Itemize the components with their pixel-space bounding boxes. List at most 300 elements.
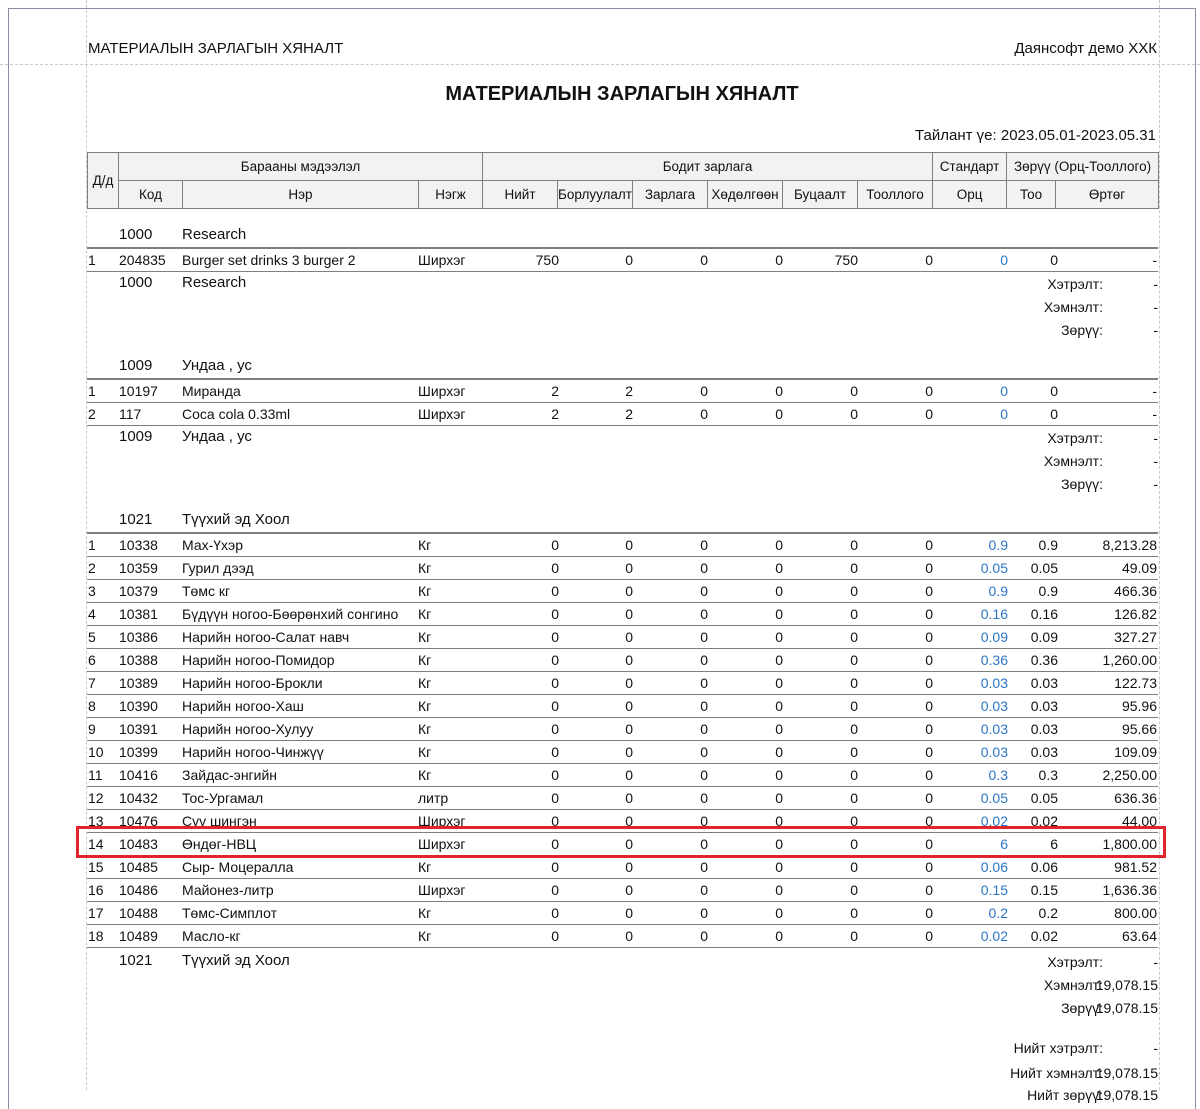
diff-qty-value: 0.02 xyxy=(1030,928,1058,944)
count-value: 0 xyxy=(925,790,933,806)
recipe-value: 0.9 xyxy=(988,583,1008,599)
count-value: 0 xyxy=(925,882,933,898)
total-shortage-value: - xyxy=(1153,1040,1158,1056)
item-name: Сүү шингэн xyxy=(182,813,257,829)
count-value: 0 xyxy=(925,905,933,921)
expense-value: 0 xyxy=(700,767,708,783)
item-code: 10476 xyxy=(119,813,158,829)
count-value: 0 xyxy=(925,383,933,399)
total-value: 0 xyxy=(551,560,559,576)
total-value: 750 xyxy=(535,252,559,268)
col-header-name: Нэр xyxy=(183,181,419,209)
group-diff-value: - xyxy=(1153,476,1158,492)
table-row xyxy=(87,740,1158,764)
col-group-actual: Бодит зарлага xyxy=(483,153,933,181)
expense-value: 0 xyxy=(700,698,708,714)
row-number: 12 xyxy=(88,790,104,806)
table-row xyxy=(87,901,1158,925)
item-unit: Кг xyxy=(418,928,432,944)
table-row xyxy=(87,556,1158,580)
total-value: 0 xyxy=(551,905,559,921)
total-value: 0 xyxy=(551,767,559,783)
movement-value: 0 xyxy=(775,928,783,944)
returns-value: 0 xyxy=(850,928,858,944)
item-name: Сыр- Моцералла xyxy=(182,859,294,875)
item-name: Зайдас-энгийн xyxy=(182,767,278,783)
diff-cost-value: - xyxy=(1152,406,1157,422)
diff-qty-value: 0.03 xyxy=(1030,698,1058,714)
movement-value: 0 xyxy=(775,629,783,645)
expense-value: 0 xyxy=(700,905,708,921)
sales-value: 0 xyxy=(625,790,633,806)
recipe-value: 6 xyxy=(1000,836,1008,852)
sales-value: 0 xyxy=(625,583,633,599)
group-footer-code: 1021 xyxy=(119,952,153,969)
diff-qty-value: 0 xyxy=(1050,406,1058,422)
item-unit: Кг xyxy=(418,675,432,691)
group-diff-value: 19,078.15 xyxy=(1095,1000,1158,1016)
recipe-value: 0.05 xyxy=(980,790,1008,806)
item-code: 10432 xyxy=(119,790,158,806)
item-name: Нарийн ногоо-Салат навч xyxy=(182,629,350,645)
item-name: Миранда xyxy=(182,383,241,399)
row-number: 2 xyxy=(88,406,96,422)
table-row xyxy=(87,248,1158,272)
returns-value: 0 xyxy=(850,721,858,737)
item-code: 10338 xyxy=(119,537,158,553)
diff-qty-value: 0.15 xyxy=(1030,882,1058,898)
movement-value: 0 xyxy=(775,859,783,875)
diff-qty-value: 0.09 xyxy=(1030,629,1058,645)
returns-value: 750 xyxy=(834,252,858,268)
group-shortage-label: Хэтрэлт: xyxy=(1047,954,1103,970)
item-name: Burger set drinks 3 burger 2 xyxy=(182,252,356,268)
movement-value: 0 xyxy=(775,406,783,422)
row-number: 8 xyxy=(88,698,96,714)
item-code: 10379 xyxy=(119,583,158,599)
total-value: 0 xyxy=(551,790,559,806)
group-footer-name: Ундаа , ус xyxy=(182,428,252,445)
diff-cost-value: 466.36 xyxy=(1114,583,1157,599)
item-unit: литр xyxy=(418,790,449,806)
item-unit: Кг xyxy=(418,721,432,737)
diff-cost-value: 8,213.28 xyxy=(1102,537,1157,553)
item-unit: Кг xyxy=(418,905,432,921)
recipe-value: 0.03 xyxy=(980,698,1008,714)
sales-value: 0 xyxy=(625,744,633,760)
count-value: 0 xyxy=(925,744,933,760)
table-row xyxy=(87,402,1158,426)
count-value: 0 xyxy=(925,675,933,691)
movement-value: 0 xyxy=(775,537,783,553)
col-header-unit: Нэгж xyxy=(419,181,483,209)
table-row xyxy=(87,533,1158,557)
col-group-standard: Стандарт xyxy=(933,153,1007,181)
diff-cost-value: 1,260.00 xyxy=(1102,652,1157,668)
row-number: 17 xyxy=(88,905,104,921)
diff-qty-value: 0.9 xyxy=(1038,583,1058,599)
recipe-value: 0.3 xyxy=(988,767,1008,783)
group-code: 1021 xyxy=(119,511,153,528)
row-number: 16 xyxy=(88,882,104,898)
item-code: 10389 xyxy=(119,675,158,691)
item-code: 204835 xyxy=(119,252,166,268)
group-diff-value: - xyxy=(1153,322,1158,338)
movement-value: 0 xyxy=(775,252,783,268)
table-row xyxy=(87,648,1158,672)
col-group-diff: Зөрүү (Орц-Тооллого) xyxy=(1007,153,1159,181)
group-footer-row xyxy=(87,272,1158,295)
item-name: Масло-кг xyxy=(182,928,241,944)
item-name: Нарийн ногоо-Чинжүү xyxy=(182,744,324,760)
group-saving-label: Хэмнэлт: xyxy=(1043,977,1103,993)
count-value: 0 xyxy=(925,583,933,599)
diff-qty-value: 6 xyxy=(1050,836,1058,852)
total-value: 0 xyxy=(551,629,559,645)
recipe-value: 0.05 xyxy=(980,560,1008,576)
sales-value: 0 xyxy=(625,882,633,898)
total-saving-value: 19,078.15 xyxy=(1095,1065,1158,1081)
movement-value: 0 xyxy=(775,767,783,783)
group-footer-row xyxy=(87,426,1158,449)
row-number: 3 xyxy=(88,583,96,599)
group-header-row xyxy=(87,224,1158,249)
row-number: 13 xyxy=(88,813,104,829)
returns-value: 0 xyxy=(850,675,858,691)
item-unit: Ширхэг xyxy=(418,813,466,829)
diff-cost-value: 109.09 xyxy=(1114,744,1157,760)
total-saving-label: Нийт хэмнэлт: xyxy=(1010,1065,1103,1081)
table-row xyxy=(87,602,1158,626)
item-code: 10488 xyxy=(119,905,158,921)
returns-value: 0 xyxy=(850,606,858,622)
returns-value: 0 xyxy=(850,406,858,422)
recipe-value: 0.09 xyxy=(980,629,1008,645)
returns-value: 0 xyxy=(850,813,858,829)
count-value: 0 xyxy=(925,836,933,852)
table-row xyxy=(87,763,1158,787)
col-header-dd: Д/д xyxy=(88,153,119,209)
recipe-value: 0.9 xyxy=(988,537,1008,553)
sales-value: 0 xyxy=(625,698,633,714)
table-row xyxy=(87,878,1158,902)
item-unit: Кг xyxy=(418,698,432,714)
diff-cost-value: 49.09 xyxy=(1121,560,1157,576)
diff-cost-value: 95.96 xyxy=(1121,698,1157,714)
count-value: 0 xyxy=(925,721,933,737)
item-unit: Кг xyxy=(418,744,432,760)
recipe-value: 0.03 xyxy=(980,721,1008,737)
diff-cost-value: 95.66 xyxy=(1121,721,1157,737)
item-name: Мах-Үхэр xyxy=(182,537,243,553)
sales-value: 0 xyxy=(625,859,633,875)
group-shortage-value: - xyxy=(1153,954,1158,970)
item-name: Бүдүүн ногоо-Бөөрөнхий сонгино xyxy=(182,606,399,622)
group-footer-name: Research xyxy=(182,274,247,291)
movement-value: 0 xyxy=(775,744,783,760)
item-unit: Кг xyxy=(418,606,432,622)
table-row xyxy=(87,786,1158,810)
row-number: 7 xyxy=(88,675,96,691)
recipe-value: 0 xyxy=(1000,252,1008,268)
sales-value: 0 xyxy=(625,928,633,944)
expense-value: 0 xyxy=(700,928,708,944)
total-value: 0 xyxy=(551,744,559,760)
row-number: 11 xyxy=(88,767,103,783)
group-diff-label: Зөрүү: xyxy=(1061,476,1103,492)
group-code: 1009 xyxy=(119,357,153,374)
sales-value: 0 xyxy=(625,905,633,921)
total-value: 0 xyxy=(551,652,559,668)
item-unit: Ширхэг xyxy=(418,252,466,268)
row-number: 14 xyxy=(88,836,104,852)
item-name: Төмс-Симплот xyxy=(182,905,277,921)
count-value: 0 xyxy=(925,652,933,668)
returns-value: 0 xyxy=(850,583,858,599)
row-number: 5 xyxy=(88,629,96,645)
diff-cost-value: 44.00 xyxy=(1121,813,1157,829)
expense-value: 0 xyxy=(700,406,708,422)
group-saving-label: Хэмнэлт: xyxy=(1043,453,1103,469)
count-value: 0 xyxy=(925,406,933,422)
movement-value: 0 xyxy=(775,813,783,829)
item-name: Майонез-литр xyxy=(182,882,274,898)
expense-value: 0 xyxy=(700,836,708,852)
group-footer-code: 1009 xyxy=(119,428,153,445)
sales-value: 0 xyxy=(625,629,633,645)
diff-cost-value: 122.73 xyxy=(1114,675,1157,691)
group-code: 1000 xyxy=(119,226,153,243)
group-header-row xyxy=(87,355,1158,380)
col-header-cost: Өртөг xyxy=(1056,181,1159,209)
col-header-qty: Тоо xyxy=(1007,181,1056,209)
item-unit: Кг xyxy=(418,767,432,783)
group-saving-value: - xyxy=(1153,453,1158,469)
diff-qty-value: 0.2 xyxy=(1038,905,1058,921)
recipe-value: 0.36 xyxy=(980,652,1008,668)
recipe-value: 0.03 xyxy=(980,675,1008,691)
row-number: 1 xyxy=(88,383,96,399)
returns-value: 0 xyxy=(850,836,858,852)
diff-qty-value: 0.05 xyxy=(1030,790,1058,806)
total-value: 0 xyxy=(551,882,559,898)
sales-value: 0 xyxy=(625,675,633,691)
count-value: 0 xyxy=(925,928,933,944)
expense-value: 0 xyxy=(700,882,708,898)
row-number: 9 xyxy=(88,721,96,737)
diff-cost-value: 126.82 xyxy=(1114,606,1157,622)
table-row xyxy=(87,379,1158,403)
item-code: 10399 xyxy=(119,744,158,760)
recipe-value: 0 xyxy=(1000,406,1008,422)
group-name: Research xyxy=(182,226,247,243)
recipe-value: 0.15 xyxy=(980,882,1008,898)
count-value: 0 xyxy=(925,629,933,645)
expense-value: 0 xyxy=(700,721,708,737)
sales-value: 0 xyxy=(625,652,633,668)
report-title: МАТЕРИАЛЫН ЗАРЛАГЫН ХЯНАЛТ xyxy=(445,83,799,105)
expense-value: 0 xyxy=(700,583,708,599)
count-value: 0 xyxy=(925,537,933,553)
diff-qty-value: 0.9 xyxy=(1038,537,1058,553)
table-row xyxy=(87,924,1158,948)
returns-value: 0 xyxy=(850,882,858,898)
item-code: 10381 xyxy=(119,606,158,622)
expense-value: 0 xyxy=(700,652,708,668)
expense-value: 0 xyxy=(700,629,708,645)
group-diff-label: Зөрүү: xyxy=(1061,1000,1103,1016)
returns-value: 0 xyxy=(850,698,858,714)
diff-qty-value: 0.03 xyxy=(1030,721,1058,737)
expense-value: 0 xyxy=(700,744,708,760)
item-unit: Ширхэг xyxy=(418,882,466,898)
total-value: 0 xyxy=(551,698,559,714)
item-unit: Кг xyxy=(418,859,432,875)
item-code: 10486 xyxy=(119,882,158,898)
total-value: 0 xyxy=(551,813,559,829)
returns-value: 0 xyxy=(850,537,858,553)
movement-value: 0 xyxy=(775,698,783,714)
movement-value: 0 xyxy=(775,383,783,399)
group-shortage-value: - xyxy=(1153,430,1158,446)
expense-value: 0 xyxy=(700,606,708,622)
movement-value: 0 xyxy=(775,905,783,921)
sales-value: 2 xyxy=(625,383,633,399)
expense-value: 0 xyxy=(700,383,708,399)
item-code: 10391 xyxy=(119,721,158,737)
count-value: 0 xyxy=(925,767,933,783)
sales-value: 0 xyxy=(625,560,633,576)
group-shortage-label: Хэтрэлт: xyxy=(1047,430,1103,446)
item-name: Гурил дээд xyxy=(182,560,254,576)
recipe-value: 0.2 xyxy=(988,905,1008,921)
item-name: Нарийн ногоо-Хулуу xyxy=(182,721,314,737)
col-header-recipe: Орц xyxy=(933,181,1007,209)
col-header-returns: Буцаалт xyxy=(783,181,858,209)
row-number: 4 xyxy=(88,606,96,622)
returns-value: 0 xyxy=(850,652,858,668)
expense-value: 0 xyxy=(700,859,708,875)
recipe-value: 0.06 xyxy=(980,859,1008,875)
item-unit: Кг xyxy=(418,629,432,645)
item-unit: Кг xyxy=(418,560,432,576)
table-row xyxy=(87,717,1158,741)
diff-qty-value: 0.06 xyxy=(1030,859,1058,875)
diff-qty-value: 0 xyxy=(1050,383,1058,399)
total-value: 0 xyxy=(551,836,559,852)
diff-cost-value: 63.64 xyxy=(1121,928,1157,944)
item-code: 10416 xyxy=(119,767,158,783)
movement-value: 0 xyxy=(775,606,783,622)
diff-qty-value: 0.03 xyxy=(1030,675,1058,691)
count-value: 0 xyxy=(925,252,933,268)
item-unit: Ширхэг xyxy=(418,383,466,399)
expense-value: 0 xyxy=(700,790,708,806)
total-shortage-label: Нийт хэтрэлт: xyxy=(1013,1040,1103,1056)
movement-value: 0 xyxy=(775,652,783,668)
group-saving-value: 19,078.15 xyxy=(1095,977,1158,993)
item-unit: Ширхэг xyxy=(418,406,466,422)
count-value: 0 xyxy=(925,859,933,875)
item-name: Нарийн ногоо-Хаш xyxy=(182,698,304,714)
count-value: 0 xyxy=(925,698,933,714)
diff-cost-value: 636.36 xyxy=(1114,790,1157,806)
expense-value: 0 xyxy=(700,537,708,553)
table-row xyxy=(87,579,1158,603)
col-header-total: Нийт xyxy=(483,181,558,209)
recipe-value: 0.16 xyxy=(980,606,1008,622)
returns-value: 0 xyxy=(850,560,858,576)
movement-value: 0 xyxy=(775,882,783,898)
group-footer-row xyxy=(87,950,1158,973)
diff-cost-value: 327.27 xyxy=(1114,629,1157,645)
group-footer-name: Түүхий эд Хоол xyxy=(182,952,290,969)
diff-qty-value: 0.02 xyxy=(1030,813,1058,829)
diff-cost-value: - xyxy=(1152,252,1157,268)
diff-cost-value: - xyxy=(1152,383,1157,399)
item-code: 10388 xyxy=(119,652,158,668)
diff-qty-value: 0.3 xyxy=(1038,767,1058,783)
row-number: 15 xyxy=(88,859,104,875)
col-header-code: Код xyxy=(119,181,183,209)
recipe-value: 0.03 xyxy=(980,744,1008,760)
group-footer-code: 1000 xyxy=(119,274,153,291)
total-value: 0 xyxy=(551,675,559,691)
sales-value: 0 xyxy=(625,721,633,737)
item-name: Coca cola 0.33ml xyxy=(182,406,291,422)
group-shortage-value: - xyxy=(1153,276,1158,292)
total-diff-value: 19,078.15 xyxy=(1095,1087,1158,1103)
item-code: 10386 xyxy=(119,629,158,645)
sales-value: 0 xyxy=(625,606,633,622)
table-row xyxy=(87,855,1158,879)
highlighted-row-box xyxy=(76,826,1166,858)
count-value: 0 xyxy=(925,606,933,622)
col-header-expense: Зарлага xyxy=(633,181,708,209)
group-saving-label: Хэмнэлт: xyxy=(1043,299,1103,315)
movement-value: 0 xyxy=(775,560,783,576)
recipe-value: 0.02 xyxy=(980,813,1008,829)
group-shortage-label: Хэтрэлт: xyxy=(1047,276,1103,292)
item-code: 117 xyxy=(119,406,142,422)
movement-value: 0 xyxy=(775,790,783,806)
item-name: Нарийн ногоо-Помидор xyxy=(182,652,335,668)
sales-value: 0 xyxy=(625,813,633,829)
row-number: 1 xyxy=(88,252,96,268)
row-number: 2 xyxy=(88,560,96,576)
item-unit: Кг xyxy=(418,652,432,668)
sales-value: 0 xyxy=(625,836,633,852)
expense-value: 0 xyxy=(700,675,708,691)
diff-cost-value: 800.00 xyxy=(1114,905,1157,921)
item-name: Нарийн ногоо-Брокли xyxy=(182,675,323,691)
table-row xyxy=(87,671,1158,695)
diff-qty-value: 0 xyxy=(1050,252,1058,268)
total-value: 2 xyxy=(551,406,559,422)
movement-value: 0 xyxy=(775,583,783,599)
group-name: Түүхий эд Хоол xyxy=(182,511,290,528)
movement-value: 0 xyxy=(775,721,783,737)
item-code: 10483 xyxy=(119,836,158,852)
total-value: 0 xyxy=(551,606,559,622)
report-table-header xyxy=(87,152,1159,209)
company-name: Даянсофт демо ХХК xyxy=(1014,40,1157,57)
returns-value: 0 xyxy=(850,383,858,399)
item-unit: Кг xyxy=(418,583,432,599)
report-period: Тайлант үе: 2023.05.01-2023.05.31 xyxy=(915,127,1156,144)
total-diff-label: Нийт зөрүү: xyxy=(1027,1087,1103,1103)
diff-cost-value: 1,800.00 xyxy=(1102,836,1157,852)
